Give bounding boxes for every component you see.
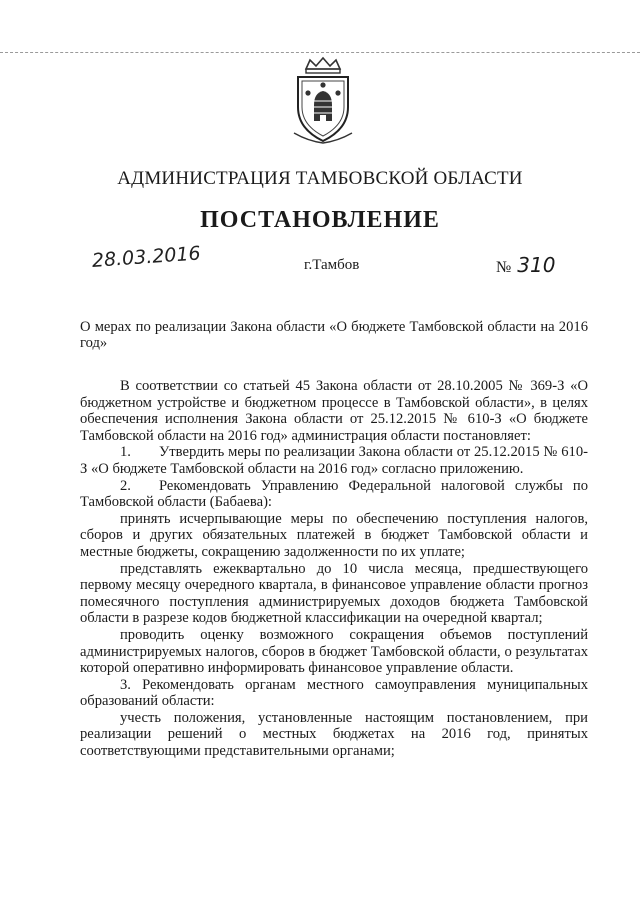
item-3-paragraph: 3. Рекомендовать органам местного самоуправления муниципальных образований области: — [80, 676, 588, 710]
document-type: ПОСТАНОВЛЕНИЕ — [200, 207, 440, 233]
item-2a-paragraph: принять исчерпывающие меры по обеспечению поступления налогов, сборов и других обязательных платежей в бюджет Тамбовской области и местные бюджеты, сокращению задолженности по их уплате; — [80, 510, 588, 560]
item-2b-paragraph: представлять ежеквартально до 10 числа месяца, предшествующего первому месяцу очередного квартала, в финансовое управление области прогноз помесячного поступления администрируемых доходов бюджета Тамбовской области в разрезе кодов бюджетной классификации на очередной квартал; — [80, 560, 588, 627]
document-subject: О мерах по реализации Закона области «О бюджете Тамбовской области на 2016 год» — [80, 319, 588, 351]
document-date: 28.03.2016 — [91, 242, 202, 272]
scan-edge-line — [0, 52, 640, 53]
item-1-paragraph — [80, 444, 588, 477]
agency-name: АДМИНИСТРАЦИЯ ТАМБОВСКОЙ ОБЛАСТИ — [117, 168, 523, 189]
number-prefix: № — [496, 259, 512, 276]
coat-of-arms-icon — [288, 55, 358, 145]
item-2c-paragraph: проводить оценку возможного сокращения объемов поступлений администрируемых налогов, сборов в бюджет Тамбовской области, о результатах которой оперативно информировать финансовое управление области. — [80, 626, 588, 677]
document-number — [496, 253, 555, 277]
item-1-number: 1. — [120, 444, 131, 461]
number-value: 310 — [517, 253, 556, 277]
item-2-number: 2. — [120, 477, 131, 494]
item-1-text: Утвердить меры по реализации Закона области от 25.12.2015 № 610-З «О бюджете Тамбовской области на 2016 год» согласно приложению. — [80, 444, 588, 477]
document-body — [80, 378, 588, 760]
item-2-paragraph — [80, 478, 588, 511]
item-3a-paragraph: учесть положения, установленные настоящим постановлением, при реализации решений о местных бюджетах на 2016 год, принятых соответствующими представительными органами; — [80, 709, 588, 760]
document-city: г.Тамбов — [304, 257, 360, 273]
item-2-text: Рекомендовать Управлению Федеральной налоговой службы по Тамбовской области (Бабаева): — [80, 477, 588, 511]
preamble-paragraph: В соответствии со статьей 45 Закона области от 28.10.2005 № 369-З «О бюджетном устройстве и бюджетном процессе в Тамбовской области», в целях обеспечения исполнения Закона области от 25.12.2015 № 610-З «О бюджете Тамбовской области на 2016 год» администрация области постановляет: — [80, 378, 588, 444]
